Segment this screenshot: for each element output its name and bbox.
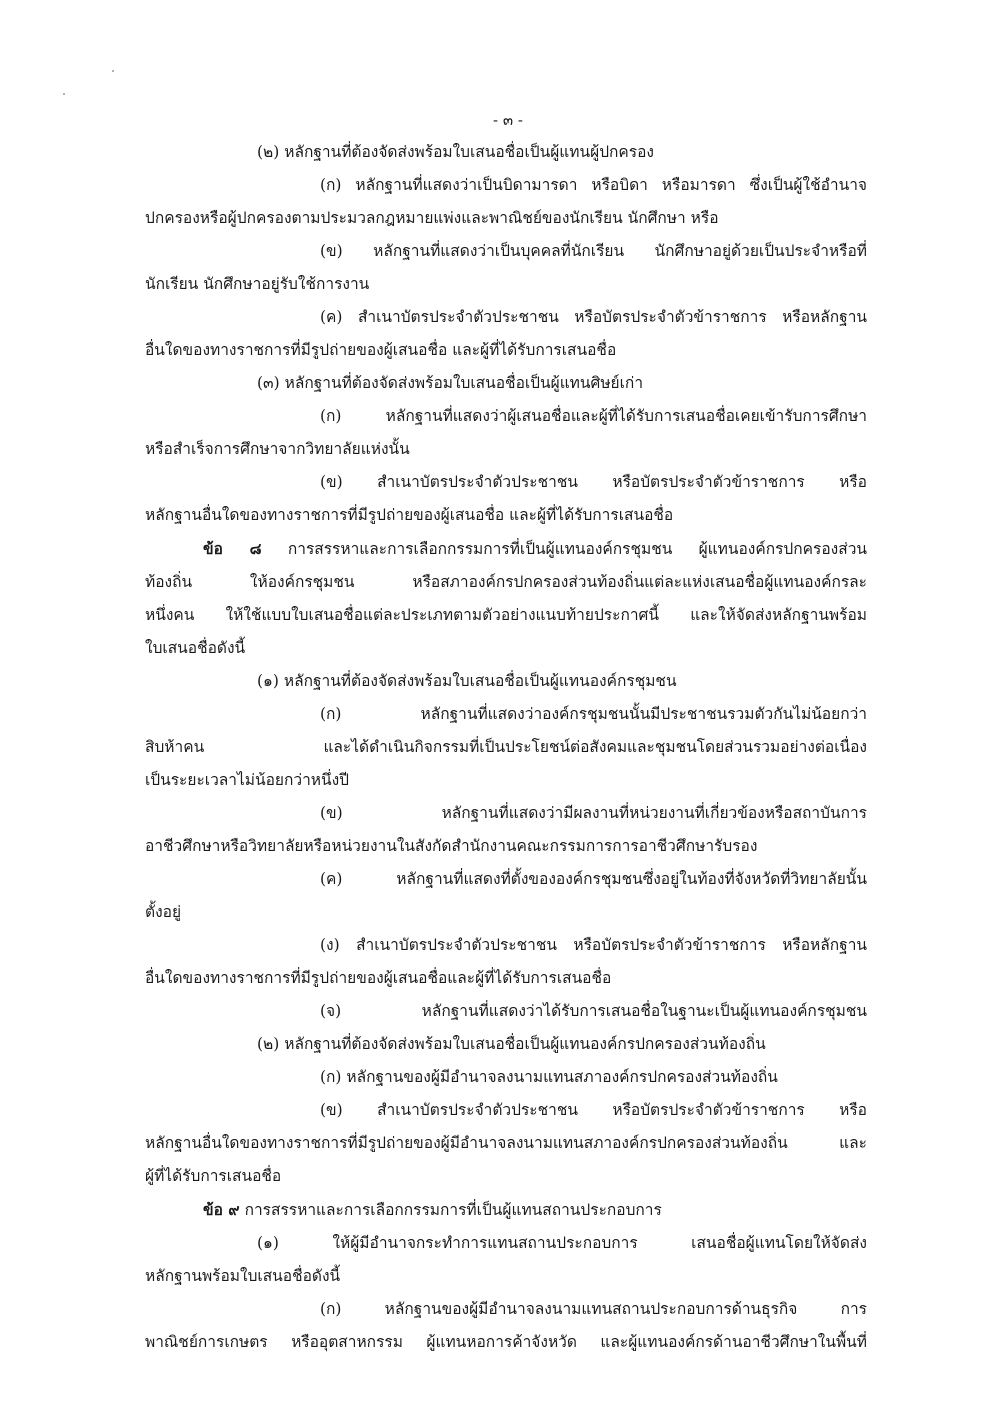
text-line xyxy=(145,1260,867,1293)
line-text: ใบเสนอชื่อดังนี้ xyxy=(145,639,246,657)
text-line xyxy=(145,1293,867,1326)
line-text: (ข) สำเนาบัตรประจำตัวประชาชน หรือบัตรประจำตัวข้าราชการ หรือ xyxy=(320,473,867,491)
text-line xyxy=(145,301,867,334)
text-line xyxy=(145,1061,867,1094)
line-text: (จ) หลักฐานที่แสดงว่าได้รับการเสนอชื่อในฐานะเป็นผู้แทนองค์กรชุมชน xyxy=(320,1002,867,1020)
line-text: สิบห้าคน และได้ดำเนินกิจกรรมที่เป็นประโยชน์ต่อสังคมและชุมชนโดยส่วนรวมอย่างต่อเนื่อง xyxy=(145,738,867,756)
text-line xyxy=(145,202,867,235)
line-text: (ค) สำเนาบัตรประจำตัวประชาชน หรือบัตรประจำตัวข้าราชการ หรือหลักฐาน xyxy=(320,308,867,326)
line-text: (ค) หลักฐานที่แสดงที่ตั้งขององค์กรชุมชนซึ่งอยู่ในท้องที่จังหวัดที่วิทยาลัยนั้น xyxy=(320,870,867,888)
text-line xyxy=(145,1193,867,1227)
line-text: (ข) หลักฐานที่แสดงว่าเป็นบุคคลที่นักเรียน นักศึกษาอยู่ด้วยเป็นประจำหรือที่ xyxy=(320,242,867,260)
clause-number: ข้อ ๙ xyxy=(203,1200,240,1219)
line-text: ท้องถิ่น ให้องค์กรชุมชน หรือสภาองค์กรปกครองส่วนท้องถิ่นแต่ละแห่งเสนอชื่อผู้แทนองค์กรละ xyxy=(145,573,867,591)
line-text: หรือสำเร็จการศึกษาจากวิทยาลัยแห่งนั้น xyxy=(145,440,410,458)
line-text: หลักฐานอื่นใดของทางราชการที่มีรูปถ่ายของผู้เสนอชื่อ และผู้ที่ได้รับการเสนอชื่อ xyxy=(145,506,674,524)
text-line xyxy=(145,466,867,499)
line-text: (ก) หลักฐานที่แสดงว่าผู้เสนอชื่อและผู้ที่ได้รับการเสนอชื่อเคยเข้ารับการศึกษา xyxy=(320,407,867,425)
text-line xyxy=(145,1160,867,1193)
line-text: (ข) สำเนาบัตรประจำตัวประชาชน หรือบัตรประจำตัวข้าราชการ หรือ xyxy=(320,1101,867,1119)
text-line xyxy=(145,632,867,665)
text-line xyxy=(145,698,867,731)
scan-speck xyxy=(112,70,114,72)
text-line xyxy=(145,830,867,863)
line-text: (ง) สำเนาบัตรประจำตัวประชาชน หรือบัตรประจำตัวข้าราชการ หรือหลักฐาน xyxy=(320,936,867,954)
line-text: (ก) หลักฐานของผู้มีอำนาจลงนามแทนสภาองค์กรปกครองส่วนท้องถิ่น xyxy=(320,1068,778,1086)
text-line xyxy=(145,665,867,698)
line-text: เป็นระยะเวลาไม่น้อยกว่าหนึ่งปี xyxy=(145,771,350,789)
line-text: ผู้ที่ได้รับการเสนอชื่อ xyxy=(145,1167,282,1185)
line-text: (๑) หลักฐานที่ต้องจัดส่งพร้อมใบเสนอชื่อเป็นผู้แทนองค์กรชุมชน xyxy=(257,672,677,690)
page-number: - ๓ - xyxy=(493,111,523,129)
text-line xyxy=(145,731,867,764)
line-text: การสรรหาและการเลือกกรรมการที่เป็นผู้แทนสถานประกอบการ xyxy=(244,1201,662,1219)
text-line xyxy=(145,995,867,1028)
line-text: (ก) หลักฐานที่แสดงว่าเป็นบิดามารดา หรือบิดา หรือมารดา ซึ่งเป็นผู้ใช้อำนาจ xyxy=(320,176,867,194)
text-line xyxy=(145,1127,867,1160)
text-line xyxy=(145,268,867,301)
line-text: หนึ่งคน ให้ใช้แบบใบเสนอชื่อแต่ละประเภทตามตัวอย่างแนบท้ายประกาศนี้ และให้จัดส่งหลักฐานพร้อม xyxy=(145,606,867,624)
line-text: ตั้งอยู่ xyxy=(145,903,182,921)
line-text: อาชีวศึกษาหรือวิทยาลัยหรือหน่วยงานในสังกัดสำนักงานคณะกรรมการการอาชีวศึกษารับรอง xyxy=(145,837,758,855)
line-text: (๒) หลักฐานที่ต้องจัดส่งพร้อมใบเสนอชื่อเป็นผู้แทนผู้ปกครอง xyxy=(257,143,654,161)
text-line xyxy=(145,169,867,202)
text-line xyxy=(145,499,867,532)
text-line xyxy=(145,863,867,896)
text-line xyxy=(145,235,867,268)
line-text: (ข) หลักฐานที่แสดงว่ามีผลงานที่หน่วยงานที่เกี่ยวข้องหรือสถาบันการ xyxy=(320,804,867,822)
line-text: (ก) หลักฐานที่แสดงว่าองค์กรชุมชนนั้นมีประชาชนรวมตัวกันไม่น้อยกว่า xyxy=(320,705,867,723)
line-text: (๑) ให้ผู้มีอำนาจกระทำการแทนสถานประกอบการ เสนอชื่อผู้แทนโดยให้จัดส่ง xyxy=(257,1234,867,1252)
line-text: ปกครองหรือผู้ปกครองตามประมวลกฎหมายแพ่งและพาณิชย์ของนักเรียน นักศึกษา หรือ xyxy=(145,209,719,227)
line-text: การสรรหาและการเลือกกรรมการที่เป็นผู้แทนองค์กรชุมชน ผู้แทนองค์กรปกครองส่วน xyxy=(287,540,867,558)
text-line xyxy=(145,1326,867,1359)
text-line xyxy=(145,532,867,566)
line-text: นักเรียน นักศึกษาอยู่รับใช้การงาน xyxy=(145,275,370,293)
line-text: อื่นใดของทางราชการที่มีรูปถ่ายของผู้เสนอชื่อและผู้ที่ได้รับการเสนอชื่อ xyxy=(145,969,612,987)
text-line xyxy=(145,764,867,797)
text-line xyxy=(145,1094,867,1127)
text-line xyxy=(145,433,867,466)
document-body xyxy=(145,136,867,1359)
line-text: หลักฐานพร้อมใบเสนอชื่อดังนี้ xyxy=(145,1267,341,1285)
scan-speck xyxy=(63,93,65,95)
line-text: (๓) หลักฐานที่ต้องจัดส่งพร้อมใบเสนอชื่อเป็นผู้แทนศิษย์เก่า xyxy=(257,374,644,392)
clause-number: ข้อ ๘ xyxy=(203,539,262,558)
text-line xyxy=(145,599,867,632)
text-line xyxy=(145,1227,867,1260)
text-line xyxy=(145,929,867,962)
text-line xyxy=(145,566,867,599)
text-line xyxy=(145,334,867,367)
text-line xyxy=(145,1028,867,1061)
line-text: อื่นใดของทางราชการที่มีรูปถ่ายของผู้เสนอชื่อ และผู้ที่ได้รับการเสนอชื่อ xyxy=(145,341,617,359)
text-line xyxy=(145,962,867,995)
line-text: หลักฐานอื่นใดของทางราชการที่มีรูปถ่ายของผู้มีอำนาจลงนามแทนสภาองค์กรปกครองส่วนท้องถิ่น และ xyxy=(145,1134,867,1152)
line-text: (๒) หลักฐานที่ต้องจัดส่งพร้อมใบเสนอชื่อเป็นผู้แทนองค์กรปกครองส่วนท้องถิ่น xyxy=(257,1035,766,1053)
line-text: (ก) หลักฐานของผู้มีอำนาจลงนามแทนสถานประกอบการด้านธุรกิจ การ xyxy=(320,1300,867,1318)
line-text: พาณิชย์การเกษตร หรืออุตสาหกรรม ผู้แทนหอการค้าจังหวัด และผู้แทนองค์กรด้านอาชีวศึกษาในพื้นที่ xyxy=(145,1333,867,1351)
text-line xyxy=(145,797,867,830)
text-line xyxy=(145,367,867,400)
text-line xyxy=(145,136,867,169)
text-line xyxy=(145,896,867,929)
text-line xyxy=(145,400,867,433)
